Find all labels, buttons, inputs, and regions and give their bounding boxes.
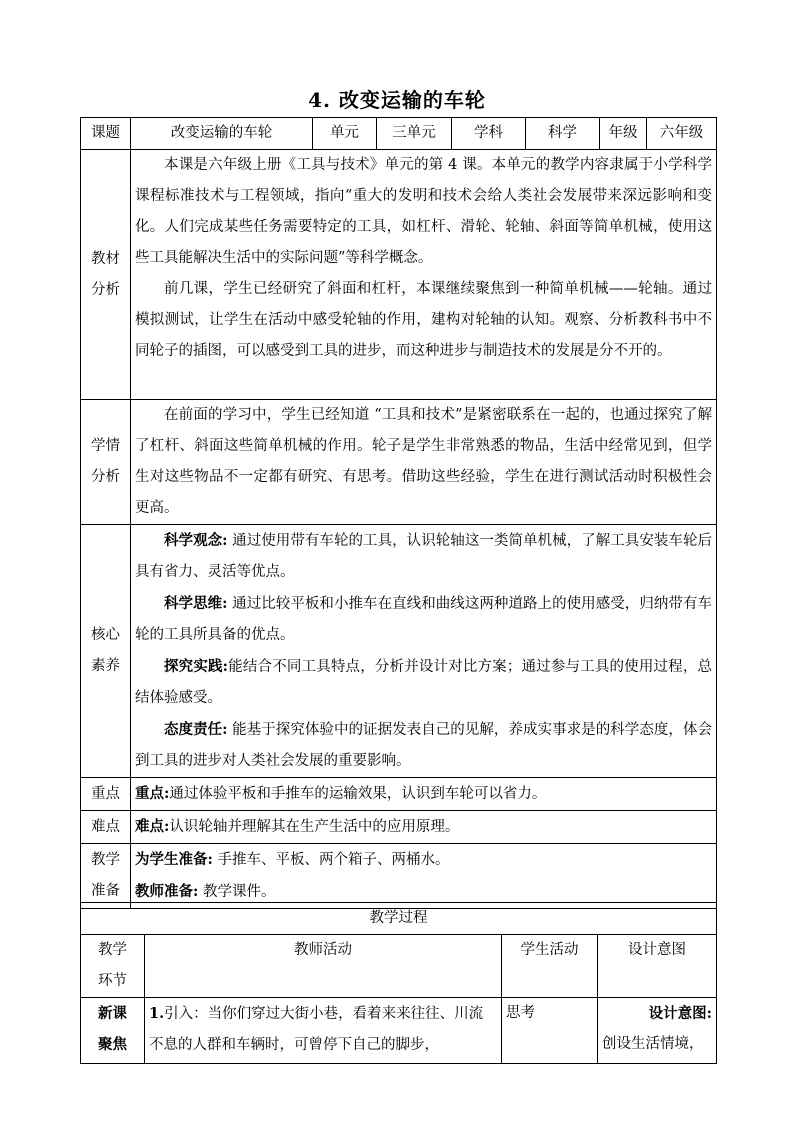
learner-analysis-label: 学情 分析 xyxy=(81,400,131,525)
subject-value: 科学 xyxy=(526,118,600,150)
key-point-label: 重点 xyxy=(81,778,131,811)
learner-paragraph: 在前面的学习中，学生已经知道 “工具和技术”是紧密联系在一起的，也通过探究了解了杠杆、斜面这些简单机械的作用。轮子是学生非常熟悉的物品，生活中经常见到，但学生对这些物品不一定都有研究、有思考。借助这些经验，学生在进行测试活动时积极性会更高。 xyxy=(135,407,712,516)
subject-label: 学科 xyxy=(452,118,526,150)
core-literacy-content xyxy=(131,525,717,778)
difficulty-content: 难点:认识轮轴并理解其在生产生活中的应用原理。 xyxy=(131,811,717,844)
col-teacher-activity: 教师活动 xyxy=(145,935,502,998)
col-design-intent: 设计意图 xyxy=(598,935,717,998)
grade-label: 年级 xyxy=(600,118,647,150)
design-intent-cell: 设计意图: 创设生活情境， xyxy=(598,998,717,1064)
teaching-process-table xyxy=(80,902,717,1064)
page-title: 4. 改变运输的车轮 xyxy=(308,88,486,112)
unit-label: 单元 xyxy=(313,118,377,150)
grade-value: 六年级 xyxy=(647,118,717,150)
preparation-content xyxy=(131,844,717,909)
literacy-item: 科学思维: 通过比较平板和小推车在直线和曲线这两种道路上的使用感受，归纳带有车轮的工具所具备的优点。 xyxy=(135,595,713,643)
teaching-process-heading: 教学过程 xyxy=(81,903,717,935)
lesson-value: 改变运输的车轮 xyxy=(131,118,313,150)
stage-cell: 新课 聚焦 xyxy=(81,998,145,1064)
textbook-analysis-content xyxy=(131,150,717,400)
col-teaching-stage: 教学 环节 xyxy=(81,935,145,998)
literacy-item: 科学观念: 通过使用带有车轮的工具，认识轮轴这一类简单机械，了解工具安装车轮后具有省力、灵活等优点。 xyxy=(135,532,713,580)
col-student-activity: 学生活动 xyxy=(502,935,598,998)
difficulty-label: 难点 xyxy=(81,811,131,844)
key-point-content: 重点:通过体验平板和手推车的运输效果，认识到车轮可以省力。 xyxy=(131,778,717,811)
literacy-item: 态度责任: 能基于探究体验中的证据发表自己的见解，养成实事求是的科学态度，体会到工具的进步对人类社会发展的重要影响。 xyxy=(135,721,713,769)
preparation-label: 教学 准备 xyxy=(81,844,131,909)
literacy-item: 探究实践:能结合不同工具特点，分析并设计对比方案；通过参与工具的使用过程，总结体验感受。 xyxy=(135,658,713,706)
learner-analysis-content xyxy=(131,400,717,525)
student-activity-cell: 思考 xyxy=(502,998,598,1064)
core-literacy-label: 核心 素养 xyxy=(81,525,131,778)
teacher-preparation: 教师准备: 教学课件。 xyxy=(135,883,276,900)
lesson-label: 课题 xyxy=(81,118,131,150)
student-preparation: 为学生准备: 手推车、平板、两个箱子、两桶水。 xyxy=(135,851,450,868)
textbook-paragraph-2: 前几课，学生已经研究了斜面和杠杆，本课继续聚焦到一种简单机械——轮轴。通过模拟测试，让学生在活动中感受轮轴的作用，建构对轮轴的认知。观察、分析教科书中不同轮子的插图，可以感受到工具的进步，而这种进步与制造技术的发展是分不开的。 xyxy=(135,281,712,359)
teacher-activity-cell: 1.引入：当你们穿过大街小巷，看着来来往往、川流不息的人群和车辆时，可曾停下自己的脚步， xyxy=(145,998,502,1064)
textbook-paragraph-1: 本课是六年级上册《工具与技术》单元的第 4 课。本单元的教学内容隶属于小学科学课程标准技术与工程领域，指向“重大的发明和技术会给人类社会发展带来深远影响和变化。人们完成某些任务需要特定的工具，如杠杆、滑轮、轮轴、斜面等简单机械，使用这些工具能解决生活中的实际问题”等科学概念。 xyxy=(135,157,712,266)
unit-value: 三单元 xyxy=(377,118,452,150)
lesson-info-table xyxy=(80,117,717,909)
textbook-analysis-label: 教材 分析 xyxy=(81,150,131,400)
